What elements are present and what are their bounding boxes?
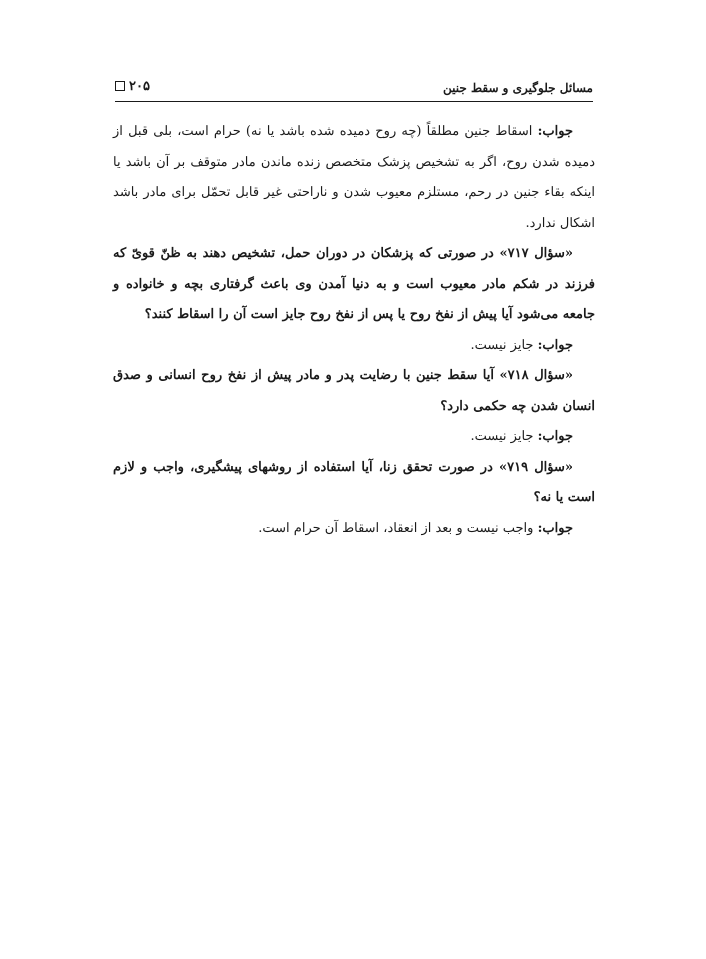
answer-label: جواب: xyxy=(537,520,573,536)
page-header xyxy=(115,79,593,101)
header-divider xyxy=(115,101,593,102)
question-718: «سؤال ۷۱۸» آیا سقط جنین با رضایت پدر و مادر پیش از نفخ روح انسانی و صدق انسان شدن چه حکمی دارد؟ xyxy=(113,368,595,414)
answer-label: جواب: xyxy=(537,124,573,139)
answer-717 xyxy=(113,331,595,362)
answer-text: جایز نیست. xyxy=(470,429,534,444)
page-body xyxy=(113,117,595,544)
answer-label: جواب: xyxy=(537,429,573,444)
page-number xyxy=(115,79,150,94)
question-717: «سؤال ۷۱۷» در صورتی که پزشکان در دوران حمل، تشخیص دهند به ظنّ قویّ که فرزند در شکم مادر معیوب است و به دنیا آمدن وی باعث گرفتاری بچه و خانواده و جامعه می‌شود آیا پیش از نفخ روح یا پس از نفخ روح جایز است آن را اسقاط کنند؟ xyxy=(113,246,595,322)
answer-718 xyxy=(113,422,595,453)
square-icon xyxy=(115,81,125,91)
question-719: «سؤال ۷۱۹» در صورت تحقق زنا، آیا استفاده از روشهای پیشگیری، واجب و لازم است یا نه؟ xyxy=(113,459,595,505)
answer-label: جواب: xyxy=(537,337,573,353)
answer-text: جایز نیست. xyxy=(470,337,534,353)
page-number-text: ۲۰۵ xyxy=(129,79,150,94)
running-title: مسائل جلوگیری و سقط جنین xyxy=(443,81,593,95)
answer-719 xyxy=(113,514,595,545)
answer-716 xyxy=(113,117,595,239)
answer-text: واجب نیست و بعد از انعقاد، اسقاط آن حرام است. xyxy=(258,520,534,536)
answer-text: اسقاط جنین مطلقاً (چه روح دمیده شده باشد یا نه) حرام است، بلی قبل از دمیده شدن روح، اگر به تشخیص پزشک متخصص زنده ماندن مادر متوقف بر آن باشد یا اینکه بقاء جنین در رحم، مستلزم معیوب شدن و ناراحتی غیر قابل تحمّل برای مادر باشد اشکال ندارد. xyxy=(113,124,595,231)
